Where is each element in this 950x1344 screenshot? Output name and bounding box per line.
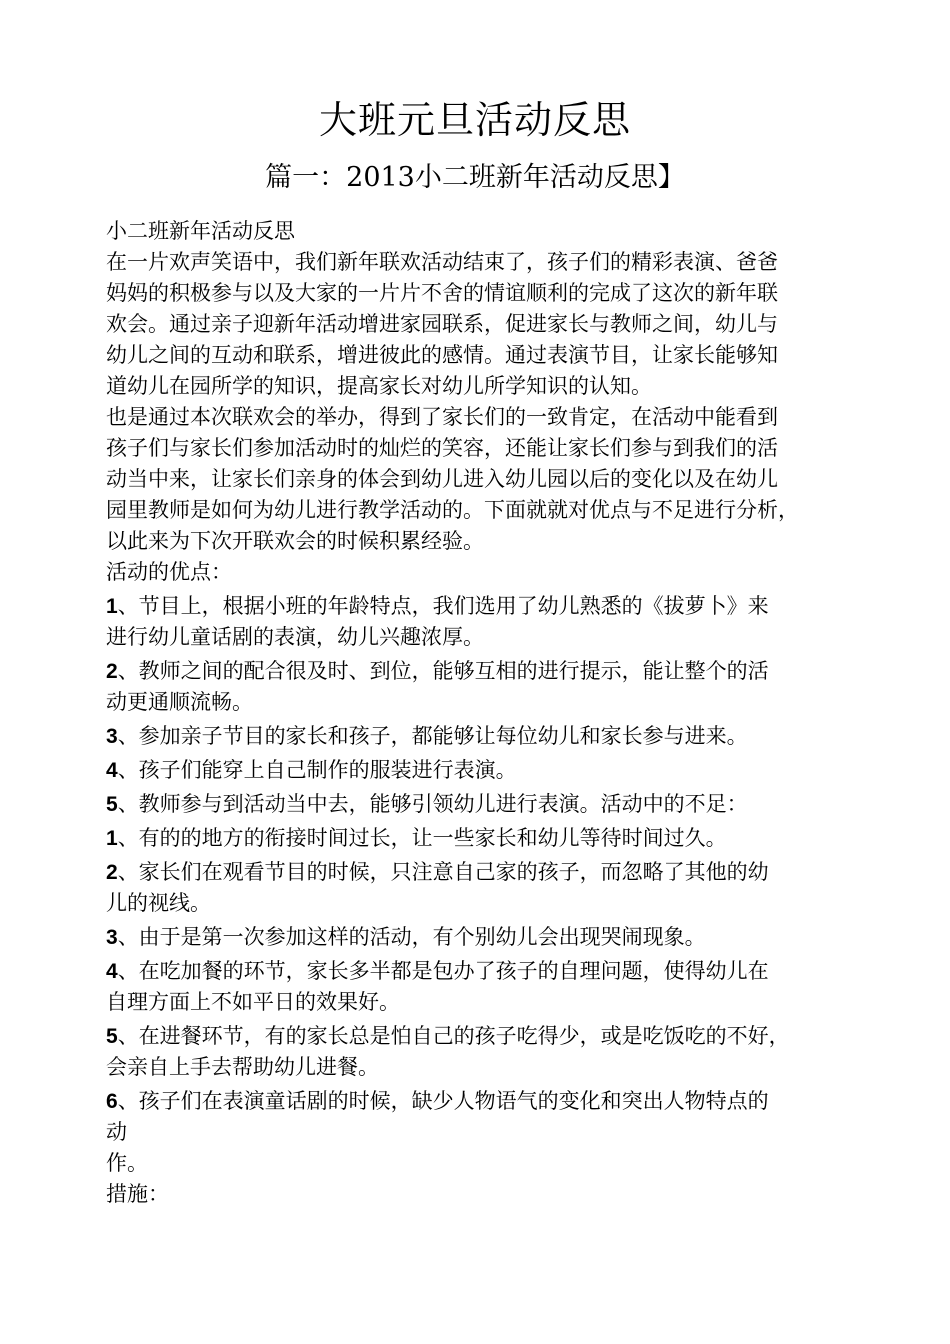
item-number: 4 (106, 960, 118, 983)
paragraph-line: 在一片欢声笑语中，我们新年联欢活动结束了，孩子们的精彩表演、爸爸 (106, 250, 778, 274)
item-text: 、参加亲子节目的家长和孩子，都能够让每位幼儿和家长参与进来。 (117, 724, 748, 748)
item-number: 1 (106, 827, 118, 850)
item-text: 进行幼儿童话剧的表演，幼儿兴趣浓厚。 (106, 625, 484, 649)
item-text: 、在吃加餐的环节，家长多半都是包办了孩子的自理问题，使得幼儿在 (117, 959, 769, 983)
list-item (106, 922, 866, 953)
item-number: 1 (106, 595, 118, 618)
item-number: 2 (106, 660, 118, 683)
item-text: 、教师之间的配合很及时、到位，能够互相的进行提示，能让整个的活 (117, 659, 769, 683)
item-text: 自理方面上不如平日的效果好。 (106, 990, 400, 1014)
item-text: 动更通顺流畅。 (106, 690, 253, 714)
item-number: 5 (106, 793, 118, 816)
item-number: 6 (106, 1090, 118, 1113)
measures-heading: 措施： (106, 1182, 169, 1206)
list-item (106, 755, 866, 786)
list-item (106, 956, 866, 1018)
item-text: 、由于是第一次参加这样的活动，有个别幼儿会出现哭闹现象。 (117, 925, 706, 949)
paragraph-line: 道幼儿在园所学的知识，提高家长对幼儿所学知识的认知。 (106, 374, 652, 398)
item-text: 、有的的地方的衔接时间过长，让一些家长和幼儿等待时间过久。 (117, 826, 727, 850)
item-text: 、家长们在观看节目的时候，只注意自己家的孩子，而忽略了其他的幼 (117, 860, 769, 884)
item-number: 2 (106, 861, 118, 884)
item-text: 、教师参与到活动当中去，能够引领幼儿进行表演。活动中的不足： (117, 792, 748, 816)
paragraph-line: 孩子们与家长们参加活动时的灿烂的笑容，还能让家长们参与到我们的活 (106, 436, 778, 460)
list-item (106, 1086, 866, 1179)
list-item (106, 656, 866, 718)
section-heading: 小二班新年活动反思 (106, 219, 295, 243)
item-text: 、孩子们在表演童话剧的时候，缺少人物语气的变化和突出人物特点的 (117, 1089, 769, 1113)
list-item (106, 591, 866, 653)
paragraph-line: 园里教师是如何为幼儿进行教学活动的。下面就就对优点与不足进行分析， (106, 498, 799, 522)
document-body (106, 216, 866, 1210)
paragraph-line: 欢会。通过亲子迎新年活动增进家园联系，促进家长与教师之间，幼儿与 (106, 312, 778, 336)
item-text: 、孩子们能穿上自己制作的服装进行表演。 (117, 758, 517, 782)
advantages-heading: 活动的优点： (106, 560, 232, 584)
item-text: 、节目上，根据小班的年龄特点，我们选用了幼儿熟悉的《拔萝卜》来 (117, 594, 769, 618)
list-item (106, 721, 866, 752)
item-text: 儿的视线。 (106, 891, 211, 915)
list-item (106, 857, 866, 919)
item-number: 3 (106, 725, 118, 748)
document-title: 大班元旦活动反思 (318, 98, 631, 142)
list-item (106, 823, 866, 854)
list-item (106, 789, 866, 820)
item-text: 、在进餐环节，有的家长总是怕自己的孩子吃得少，或是吃饭吃的不好， (117, 1024, 790, 1048)
paragraph-line: 幼儿之间的互动和联系，增进彼此的感情。通过表演节目，让家长能够知 (106, 343, 778, 367)
item-number: 3 (106, 926, 118, 949)
list-item (106, 1021, 866, 1083)
paragraph-line: 动当中来，让家长们亲身的体会到幼儿进入幼儿园以后的变化以及在幼儿 (106, 467, 778, 491)
item-text: 会亲自上手去帮助幼儿进餐。 (106, 1055, 379, 1079)
item-text: 动 (106, 1120, 127, 1144)
document-subtitle: 篇一：2013小二班新年活动反思】 (265, 162, 685, 193)
item-number: 4 (106, 759, 118, 782)
item-number: 5 (106, 1025, 118, 1048)
paragraph-line: 以此来为下次开联欢会的时候积累经验。 (106, 529, 484, 553)
paragraph-line: 妈妈的积极参与以及大家的一片片不舍的情谊顺利的完成了这次的新年联 (106, 281, 778, 305)
item-text: 作。 (106, 1151, 148, 1175)
paragraph-line: 也是通过本次联欢会的举办，得到了家长们的一致肯定，在活动中能看到 (106, 405, 778, 429)
